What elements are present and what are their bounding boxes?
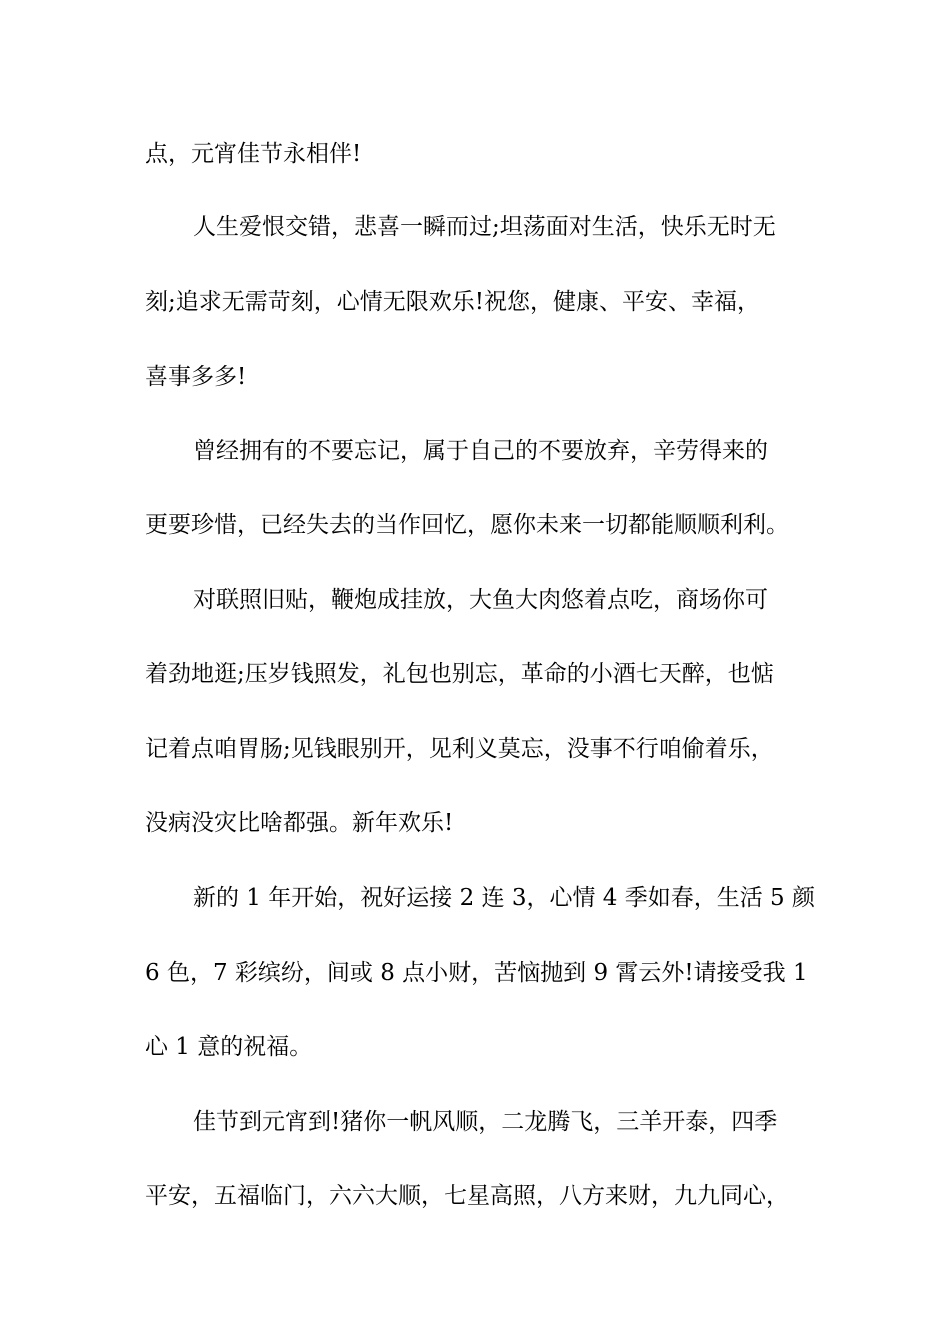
text-line: 对联照旧贴，鞭炮成挂放，大鱼大肉悠着点吃，商场你可 [193, 587, 768, 613]
text-line: 更要珍惜，已经失去的当作回忆，愿你未来一切都能顺顺利利。 [145, 512, 789, 538]
text-line: 着劲地逛;压岁钱照发，礼包也别忘，革命的小酒七天醉，也惦 [145, 661, 774, 687]
text-line: 人生爱恨交错，悲喜一瞬而过;坦荡面对生活，快乐无时无 [193, 214, 776, 240]
text-line: 新的 1 年开始，祝好运接 2 连 3，心情 4 季如春，生活 5 颜 [193, 885, 815, 911]
text-line: 佳节到元宵到!猪你一帆风顺，二龙腾飞，三羊开泰，四季 [193, 1109, 778, 1135]
text-line: 刻;追求无需苛刻，心情无限欢乐!祝您，健康、平安、幸福， [145, 289, 760, 315]
text-line: 记着点咱胃肠;见钱眼别开，见利义莫忘，没事不行咱偷着乐， [145, 736, 774, 762]
text-line: 没病没灾比啥都强。新年欢乐! [145, 810, 454, 836]
text-line: 心 1 意的祝福。 [145, 1034, 313, 1060]
text-line: 平安，五福临门，六六大顺，七星高照，八方来财，九九同心， [145, 1183, 789, 1209]
text-line: 喜事多多! [145, 364, 247, 390]
text-line: 点，元宵佳节永相伴! [145, 141, 362, 167]
text-line: 6 色，7 彩缤纷，间或 8 点小财，苦恼抛到 9 霄云外!请接受我 1 [145, 960, 808, 986]
text-line: 曾经拥有的不要忘记，属于自己的不要放弃，辛劳得来的 [193, 438, 768, 464]
